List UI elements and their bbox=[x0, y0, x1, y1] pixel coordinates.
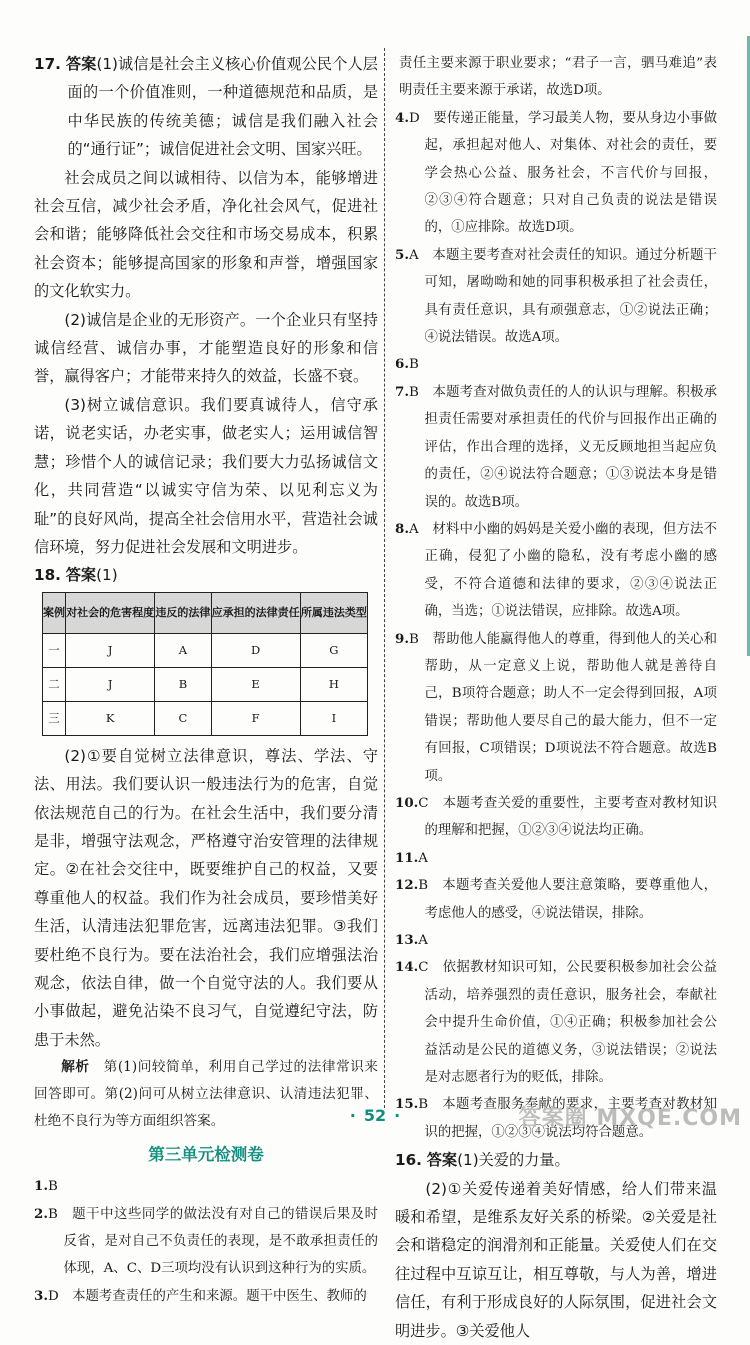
list-item bbox=[395, 790, 717, 845]
analysis-label: 解析 bbox=[61, 1059, 90, 1076]
answer-table bbox=[42, 592, 368, 736]
answer-label: 答案 bbox=[426, 1151, 458, 1170]
watermark: 答案圈 MXQE.COM bbox=[518, 1106, 742, 1131]
table-row bbox=[43, 701, 368, 735]
item-number: 14. bbox=[395, 959, 419, 976]
section-title: 第三单元检测卷 bbox=[148, 1145, 264, 1165]
item-number: 4. bbox=[395, 109, 409, 126]
list-item bbox=[395, 516, 717, 626]
item-number: 9. bbox=[395, 630, 409, 647]
item-text: B bbox=[47, 1179, 58, 1195]
item-text: A bbox=[418, 850, 428, 866]
q18-part1: (1) bbox=[96, 566, 118, 585]
q18-answer bbox=[34, 561, 378, 589]
q17-answer bbox=[34, 50, 378, 164]
answer-label: 答案 bbox=[65, 55, 97, 73]
table-cell: K bbox=[66, 701, 155, 735]
table-cell: A bbox=[155, 633, 211, 667]
table-row bbox=[43, 633, 368, 667]
answer-label: 答案 bbox=[65, 566, 97, 585]
list-item bbox=[395, 954, 717, 1091]
list-item bbox=[395, 927, 717, 954]
table-cell: D bbox=[211, 633, 300, 667]
q17-number: 17. bbox=[34, 55, 61, 73]
table-cell: 一 bbox=[43, 633, 66, 667]
list-item bbox=[395, 845, 717, 872]
table-header: 违反的法律 bbox=[155, 592, 211, 633]
q18-number: 18. bbox=[34, 566, 61, 585]
page-number-text: 52 bbox=[363, 1106, 387, 1125]
table-cell: 二 bbox=[43, 667, 66, 701]
q17-paragraph-2: 社会成员之间以诚相待、以信为本，能够增进社会互信，减少社会矛盾，净化社会风气，促进社会和谐；能够降低社会交往和市场交易成本，积累社会资本；能够提高国家的形象和声誉，增强国家的文化软实力。 bbox=[34, 168, 378, 301]
table-cell: H bbox=[300, 667, 367, 701]
list-item bbox=[395, 872, 717, 927]
q18-part2: (2)①要自觉树立法律意识，尊法、学法、守法、用法。我们要认识一般违法行为的危害，自觉依法规范自己的行为。在社会生活中，我们要分清是非，增强守法观念，严格遵守治安管理的法律规定。②在社会交往中，既要维护自己的权益，又要尊重他人的权益。我们作为社会成员，要珍惜美好生活，认清违法犯罪危害，远离违法犯罪。③我们要杜绝不良行为。要在法治社会，我们应增强法治观念，依法自律，做一个自觉守法的人。我们要从小事做起，避免沾染不良习气，自觉遵纪守法，防患于未然。 bbox=[34, 746, 378, 1049]
continued-text: 责任主要来源于职业要求；“君子一言，驷马难追”表明责任主要来源于承诺，故选D项。 bbox=[399, 56, 717, 99]
table-cell: I bbox=[300, 701, 367, 735]
table-cell: G bbox=[300, 633, 367, 667]
item-text: B 本题考查服务奉献的要求，主要考查对教材知识的把握，①②③④说法均符合题意。 bbox=[418, 1097, 717, 1140]
table-header: 应承担的法律责任 bbox=[211, 592, 300, 633]
q17-part1: (1)诚信是社会主义核心价值观公民个人层面的一个价值准则，一种道德规范和品质，是中华民族的传统美德；诚信是我们融入社会的“通行证”；诚信促进社会文明、国家兴旺。 bbox=[67, 55, 378, 159]
table-header: 所属违法类型 bbox=[300, 592, 367, 633]
item-text: A 本题主要考查对社会责任的知识。通过分析题干可知，屠呦呦和她的同事积极承担了社会责任，具有责任意识，具有顽强意志，①②说法正确；④说法错误。故选A项。 bbox=[408, 247, 717, 346]
analysis-text: 第(1)问较简单，利用自己学过的法律常识来回答即可。第(2)问可从树立法律意识、认清违法犯罪、杜绝不良行为等方面组织答案。 bbox=[34, 1059, 378, 1130]
q16-part2: (2)①关爱传递着美好情感，给人们带来温暖和希望，是维系友好关系的桥梁。②关爱是社会和谐稳定的润滑剂和正能量。关爱使人们在交往过程中互谅互让，相互尊敬，与人为善，增进信任，有利于形成良好的人际氛围，促进社会文明进步。③关爱他人 bbox=[395, 1179, 717, 1340]
list-item bbox=[395, 242, 717, 352]
item-number: 8. bbox=[395, 520, 409, 537]
item-number: 12. bbox=[395, 877, 419, 894]
q17-part2: (2)诚信是企业的无形资产。一个企业只有坚持诚信经营、诚信办事，才能塑造良好的形象和信誉，赢得客户；才能带来持久的效益，长盛不衰。 bbox=[34, 310, 378, 386]
item-number: 5. bbox=[395, 246, 409, 263]
item-text: B 题干中这些同学的做法没有对自己的错误后果及时反省，是对自己不负责任的表现，是不敢承担责任的体现，A、C、D三项均没有认识到这种行为的实质。 bbox=[47, 1206, 378, 1277]
table-cell: E bbox=[211, 667, 300, 701]
item-number: 1. bbox=[34, 1178, 48, 1195]
item-text: C 依据教材知识可知，公民要积极参加社会公益活动，培养强烈的责任意识，服务社会，奉献社会中提升生命价值，①④正确；积极参加社会公益活动是公民的道德义务，③说法错误；②说法是对志愿者行为的贬低，排除。 bbox=[418, 960, 717, 1086]
table-row bbox=[43, 667, 368, 701]
list-item bbox=[395, 351, 717, 378]
table-cell: J bbox=[66, 633, 155, 667]
item-text: D 本题考查责任的产生和来源。题干中医生、教师的 bbox=[47, 1288, 367, 1304]
item-text: B 本题考查关爱他人要注意策略，要尊重他人，考虑他人的感受，④说法错误，排除。 bbox=[418, 878, 717, 921]
list-item bbox=[395, 105, 717, 242]
item-text: B 帮助他人能赢得他人的尊重，得到他人的关心和帮助，从一定意义上说，帮助他人就是善待自己，B项符合题意；助人不一定会得到回报，A项错误；帮助他人要尽自己的最大能力，但不一定有回报，C项错误；D项说法不符合题意。故选B项。 bbox=[408, 631, 717, 784]
list-item bbox=[34, 1173, 378, 1200]
list-item bbox=[34, 1201, 378, 1283]
item-number: 3. bbox=[34, 1287, 48, 1304]
list-item bbox=[395, 379, 717, 516]
q16-answer bbox=[395, 1146, 717, 1174]
item-text: D 要传递正能量，学习最美人物，要从身边小事做起，承担起对他人、对集体、对社会的责任，要学会热心公益、服务社会，不言代价与回报，②③④符合题意；只对自己负责的说法是错误的，①应排除。故选D项。 bbox=[408, 110, 717, 236]
item-number: 13. bbox=[395, 932, 419, 948]
q17-part3: (3)树立诚信意识。我们要真诚待人，信守承诺，说老实话，办老实事，做老实人；运用诚信智慧；珍惜个人的诚信记录；我们要大力弘扬诚信文化，共同营造“以诚实守信为荣、以见利忘义为耻”的良好风尚，提高全社会信用水平，营造社会诚信环境，努力促进社会发展和文明进步。 bbox=[34, 395, 378, 556]
table-header: 案例 bbox=[43, 592, 66, 633]
table-header: 对社会的危害程度 bbox=[66, 592, 155, 633]
item-number: 2. bbox=[34, 1205, 48, 1222]
table-cell: F bbox=[211, 701, 300, 735]
list-item bbox=[395, 626, 717, 790]
item-number: 7. bbox=[395, 383, 409, 400]
page-dot: · bbox=[394, 1106, 401, 1125]
item-text: C 本题考查关爱的重要性，主要考查对教材知识的理解和把握，①②③④说法均正确。 bbox=[418, 795, 717, 839]
item-text: A bbox=[418, 933, 428, 948]
item-number: 10. bbox=[395, 794, 419, 811]
page-dot: · bbox=[349, 1106, 356, 1125]
list-item bbox=[34, 1283, 378, 1310]
table-cell: J bbox=[66, 667, 155, 701]
column-divider bbox=[384, 48, 385, 1108]
table-cell: C bbox=[155, 701, 211, 735]
table-cell: B bbox=[155, 667, 211, 701]
q16-part1: (1)关爱的力量。 bbox=[457, 1151, 570, 1170]
item-text: B 本题考查对做负责任的人的认识与理解。积极承担责任需要对承担责任的代价与回报作出正确的评估，作出合理的选择，义无反顾地担当起应负的责任，②④说法符合题意；①③说法本身是错误的。故选B项。 bbox=[408, 384, 717, 510]
right-column bbox=[395, 50, 717, 1345]
item-number: 15. bbox=[395, 1096, 419, 1113]
item-number: 11. bbox=[395, 849, 419, 866]
table-cell: 三 bbox=[43, 701, 66, 735]
item-text: A 材料中小幽的妈妈是关爱小幽的表现，但方法不正确，侵犯了小幽的隐私，没有考虑小幽的感受，不符合道德和法律的要求，②③④说法正确，当选；①说法错误，应排除。故选A项。 bbox=[408, 521, 717, 620]
table-header-row bbox=[43, 592, 368, 633]
item-text: B bbox=[408, 357, 419, 373]
item-number: 6. bbox=[395, 356, 409, 373]
q16-number: 16. bbox=[395, 1151, 422, 1170]
